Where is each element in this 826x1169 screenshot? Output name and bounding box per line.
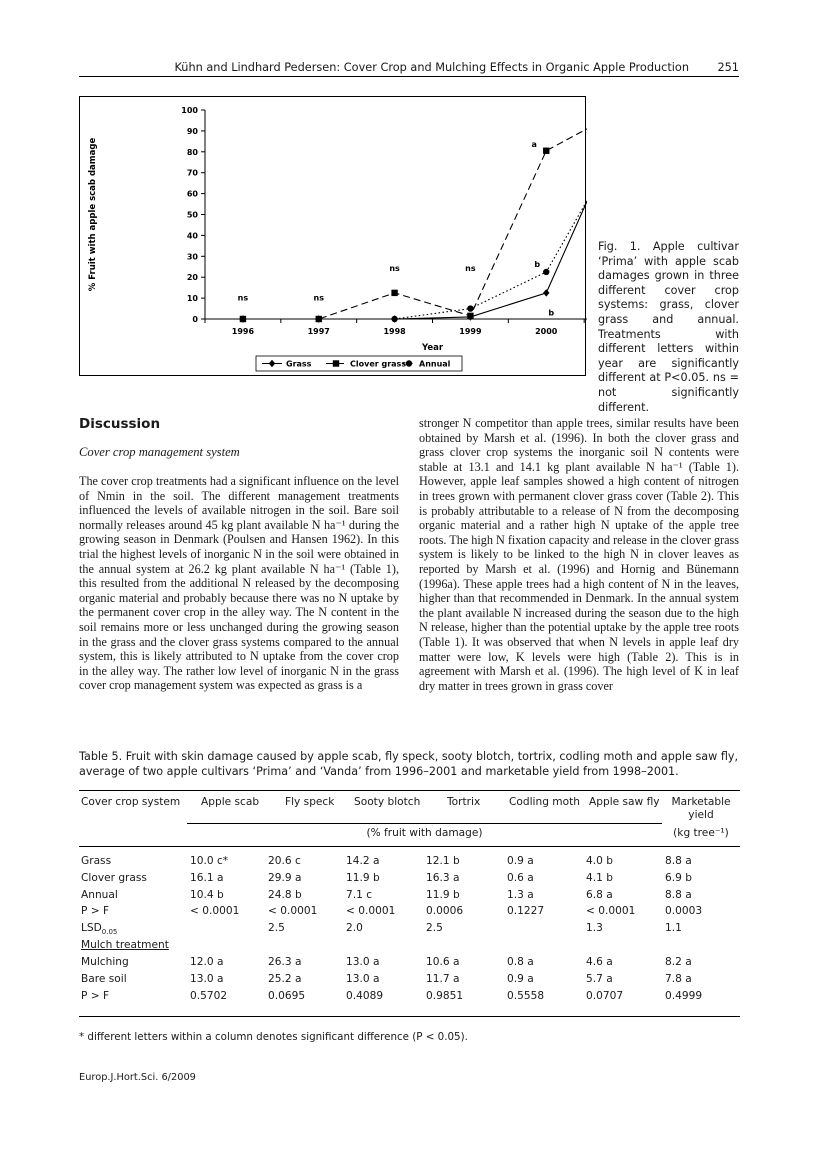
col-header-system: Cover crop system	[81, 796, 181, 808]
row-label: Bare soil	[81, 973, 127, 985]
table-cell: 4.1 b	[586, 872, 613, 884]
table-cell: 0.8 a	[507, 956, 534, 968]
table-cell: 13.0 a	[346, 956, 380, 968]
table-cell: 2.5	[426, 922, 443, 934]
y-axis-label: % Fruit with apple scab damage	[88, 137, 98, 292]
legend-marker	[333, 360, 339, 366]
significance-label: a	[531, 139, 537, 149]
col-header-codling-moth: Codling moth	[509, 796, 580, 808]
table-cell: 10.4 b	[190, 889, 224, 901]
table-cell: 2.0	[346, 922, 363, 934]
left-paragraph: The cover crop treatments had a significant influence on the level of Nmin in the soil. The different management treatments influenced the levels of available nitrogen in the soil. Bare soil normally releases around 45 kg plant available N ha⁻¹ during the growing season in Denmark (Poulsen and Hansen 1962). In this trial the highest levels of inorganic N in the soil were obtained in the annual system at 26.2 kg plant available N ha⁻¹ (Table 1), this resulted from the additional N released by the decomposing organic material and probably because there was no N uptake by the permanent cover crop in the alley way. The N content in the soil remains more or less unchanged during the growing season in the grass and the clover grass systems compared to the annual system, this is likely attributed to N uptake from the cover crop in the alley way. The rather low level of inorganic N in the grass cover crop management system was expected as grass is a	[79, 474, 399, 693]
line-chart	[80, 97, 587, 377]
table-caption: Table 5. Fruit with skin damage caused by apple scab, fly speck, sooty blotch, tortrix, codling moth and apple saw fly, average of two apple cultivars ‘Prima’ and ‘Vanda’ from 1996–2001 and marketable yield from 1998–2001.	[79, 750, 739, 778]
table-cell: 10.0 c*	[190, 855, 229, 867]
y-tick-label: 80	[186, 147, 198, 157]
row-label: P > F	[81, 905, 110, 917]
table-cell: < 0.0001	[346, 905, 396, 917]
y-tick-label: 10	[186, 294, 198, 304]
data-point	[391, 316, 397, 322]
y-tick-label: 30	[186, 252, 198, 262]
col-header-sooty-blotch: Sooty blotch	[354, 796, 421, 808]
row-label: Annual	[81, 889, 118, 901]
series-line-annual	[243, 139, 587, 319]
significance-label: ns	[237, 293, 249, 303]
journal-footer: Europ.J.Hort.Sci. 6/2009	[79, 1072, 196, 1083]
table-cell: 0.0003	[665, 905, 703, 917]
table-cell: 0.1227	[507, 905, 545, 917]
table-cell: 1.3	[586, 922, 603, 934]
series-line-grass	[243, 123, 587, 319]
table-cell: 0.5558	[507, 990, 545, 1002]
x-axis-label: Year	[421, 343, 444, 353]
right-column	[419, 416, 739, 693]
table-cell: 14.2 a	[346, 855, 380, 867]
table-cell: 5.7 a	[586, 973, 613, 985]
data-point	[391, 290, 397, 296]
subheader-yield: (kg tree⁻¹)	[673, 827, 729, 839]
table-cell: 0.6 a	[507, 872, 534, 884]
figure-caption: Fig. 1. Apple cultivar ‘Prima’ with apple scab damages grown in three different cover crop systems: grass, clover grass and annual. Treatments with different letters within year are significantly different at P<0.05. ns = not significantly different.	[598, 240, 739, 414]
table-cell: 0.0707	[586, 990, 624, 1002]
col-header-saw-fly: Apple saw fly	[589, 796, 660, 808]
significance-label: b	[534, 259, 541, 269]
x-tick-label: 1997	[307, 327, 330, 336]
table-cell: 8.8 a	[665, 889, 692, 901]
y-tick-label: 50	[186, 210, 198, 220]
y-tick-label: 0	[192, 315, 198, 324]
table-cell: 16.1 a	[190, 872, 224, 884]
data-point	[316, 316, 322, 322]
running-title: Kühn and Lindhard Pedersen: Cover Crop and Mulching Effects in Organic Apple Production	[174, 61, 689, 74]
table-cell: 8.2 a	[665, 956, 692, 968]
x-tick-label: 1999	[459, 327, 482, 336]
row-label: $LSD_{0.05}$	[81, 922, 118, 937]
significance-label: ns	[389, 264, 400, 274]
col-header-apple-scab: Apple scab	[201, 796, 260, 808]
table-cell: 29.9 a	[268, 872, 302, 884]
y-tick-label: 70	[186, 168, 198, 178]
x-tick-label: 1998	[383, 327, 406, 336]
col-header-tortrix: Tortrix	[447, 796, 481, 808]
figure-1	[79, 96, 586, 376]
data-point	[543, 148, 549, 154]
table-cell: 0.4089	[346, 990, 384, 1002]
row-label: Mulching	[81, 956, 129, 968]
data-point	[543, 289, 549, 297]
running-header	[79, 60, 739, 77]
table-cell: 13.0 a	[190, 973, 224, 985]
significance-label: b	[548, 308, 555, 318]
table-cell: 0.4999	[665, 990, 703, 1002]
table-cell: 4.0 b	[586, 855, 613, 867]
table-cell: 2.5	[268, 922, 285, 934]
col-header-yield: Marketable yield	[671, 796, 731, 821]
table-cell: 16.3 a	[426, 872, 460, 884]
row-label: Grass	[81, 855, 112, 867]
significance-label: ns	[313, 293, 324, 303]
y-tick-label: 60	[186, 189, 198, 199]
table-cell: 0.0006	[426, 905, 464, 917]
table-cell: 0.9851	[426, 990, 464, 1002]
table-cell: 11.9 b	[426, 889, 460, 901]
row-label: P > F	[81, 990, 110, 1002]
table-cell: 24.8 b	[268, 889, 302, 901]
table-cell: 25.2 a	[268, 973, 302, 985]
legend-label: Clover grass	[350, 359, 407, 369]
y-tick-label: 90	[186, 126, 198, 136]
table-footnote: * different letters within a column denotes significant difference (P < 0.05).	[79, 1031, 468, 1043]
table-rule-bottom	[79, 1016, 740, 1017]
table-cell: 0.0695	[268, 990, 306, 1002]
right-paragraph: stronger N competitor than apple trees, similar results have been obtained by Marsh et al. (1996). In both the clover grass and grass clover crop systems the inorganic soil N contents were stable at 13.1 and 14.1 kg plant available N ha⁻¹ (Table 1). However, apple leaf samples showed a high content of nitrogen in trees grown with permanent clover grass cover (Table 2). This is probably attributable to a release of N from the decomposing organic material and a rather high N uptake of the apple tree roots. The high N fixation capacity and release in the clover grass system is likely to be linked to the high N in clover leaves as reported by Marsh et al. (1996) and Hornig and Bünemann (1996a). These apple trees had a high content of N in the leaves, higher than that recommended in Denmark. In the annual system the plant available N increased during the season due to the high N release, higher than the potential uptake by the apple tree roots (Table 1). It was observed that when N levels in apple leaf dry matter were low, K levels were high (Table 2). This is in agreement with Marsh et al. (1996). The high level of K in leaf dry matter in trees grown in grass cover	[419, 416, 739, 693]
table-cell: 7.8 a	[665, 973, 692, 985]
row-label: Mulch treatment	[81, 939, 169, 951]
table-cell: 13.0 a	[346, 973, 380, 985]
table-cell: 11.7 a	[426, 973, 460, 985]
x-tick-label: 1996	[231, 327, 255, 336]
data-point	[467, 305, 473, 311]
legend-label: Annual	[419, 359, 451, 369]
table-cell: < 0.0001	[190, 905, 240, 917]
subsection-heading: Cover crop management system	[79, 445, 240, 459]
table-cell: 1.1	[665, 922, 682, 934]
table-cell: 1.3 a	[507, 889, 534, 901]
page-number: 251	[717, 61, 739, 74]
table-cell: 6.9 b	[665, 872, 692, 884]
y-tick-label: 20	[186, 273, 198, 283]
table-cell: 8.8 a	[665, 855, 692, 867]
significance-label: ns	[465, 264, 476, 274]
row-label: Clover grass	[81, 872, 147, 884]
table-cell: 11.9 b	[346, 872, 380, 884]
y-tick-label: 40	[186, 231, 198, 241]
table-cell: 0.5702	[190, 990, 228, 1002]
table-cell: 12.0 a	[190, 956, 224, 968]
col-header-fly-speck: Fly speck	[285, 796, 335, 808]
table-cell: 10.6 a	[426, 956, 460, 968]
left-column	[79, 474, 399, 693]
table-cell: 20.6 c	[268, 855, 301, 867]
data-point	[543, 269, 549, 275]
table-cell: 0.9 a	[507, 855, 534, 867]
table-cell: < 0.0001	[586, 905, 636, 917]
table-rule-header	[79, 846, 740, 847]
table-cell: 12.1 b	[426, 855, 460, 867]
table-rule-top	[79, 790, 740, 791]
y-tick-label: 100	[181, 106, 198, 115]
x-tick-label: 2000	[535, 327, 558, 336]
subheader-damage: (% fruit with damage)	[366, 827, 483, 839]
data-point	[467, 313, 473, 319]
table-cell: 7.1 c	[346, 889, 373, 901]
data-point	[240, 316, 246, 322]
table-cell: 0.9 a	[507, 973, 534, 985]
legend-label: Grass	[286, 359, 312, 369]
section-heading: Discussion	[79, 416, 161, 432]
table-cell: 4.6 a	[586, 956, 613, 968]
legend-marker	[406, 360, 412, 366]
table-cell: 6.8 a	[586, 889, 613, 901]
table-cell: < 0.0001	[268, 905, 318, 917]
table-cell: 26.3 a	[268, 956, 302, 968]
table-rule-damage	[187, 823, 662, 824]
